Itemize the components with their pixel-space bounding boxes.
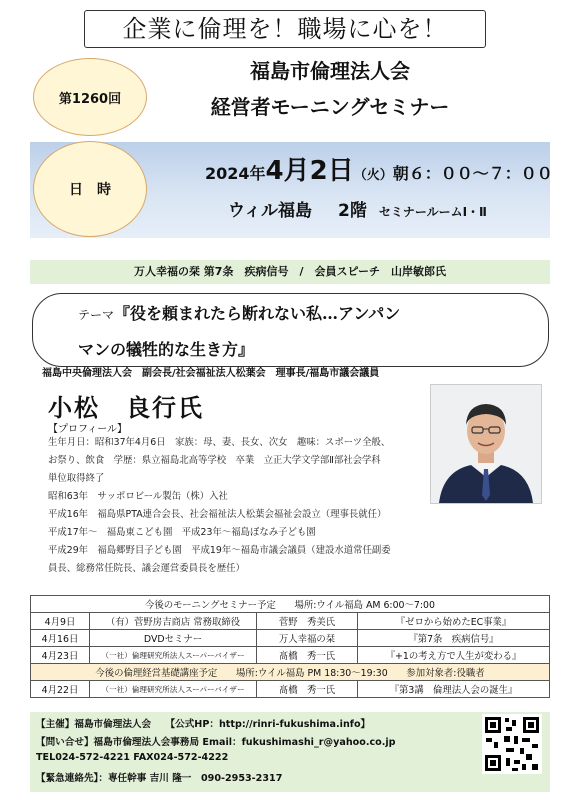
speaker-portrait-icon (431, 385, 541, 503)
schedule-company: DVDセミナー (90, 630, 257, 647)
schedule-title: 『ゼロから始めたEC事業』 (358, 613, 550, 630)
schedule-company: （一社）倫理研究所法人スーパーバイザー (90, 647, 257, 664)
theme-label: テーマ (78, 308, 115, 322)
venue-name: ウィル福島 (228, 201, 312, 221)
date-year: 2024年 (205, 164, 266, 183)
footer-contact: 【問い合せ】福島市倫理法人会事務局 Email：fukushimashi_r@yahoo.co.jp (36, 737, 396, 748)
profile-line: 平成16年 福島県PTA連合会長、社会福祉法人松葉会福祉会設立（理事長就任） (48, 509, 387, 520)
schedule-date: 4月9日 (31, 613, 90, 630)
schedule-company: （一社）倫理研究所法人スーパーバイザー (90, 681, 257, 698)
table-row (31, 681, 550, 698)
speech-bar: 万人幸福の栞 第7条 疾病信号 / 会員スピーチ 山岸敏郎氏 (30, 260, 550, 284)
datetime-badge (33, 141, 147, 237)
schedule-date: 4月16日 (31, 630, 90, 647)
schedule-speaker: 万人幸福の栞 (257, 630, 358, 647)
schedule-title: 『+1の考え方で人生が変わる』 (358, 647, 550, 664)
schedule-speaker: 菅野 秀美氏 (257, 613, 358, 630)
schedule-speaker: 髙橋 秀一氏 (257, 681, 358, 698)
footer-emergency: 【緊急連絡先】：専任幹事 吉川 隆一 090-2953-2317 (36, 773, 283, 784)
profile-line: 単位取得終了 (48, 473, 105, 484)
schedule-speaker: 髙橋 秀一氏 (257, 647, 358, 664)
schedule-header-morning: 今後のモーニングセミナー予定 場所:ウイル福島 AM 6:00〜7:00 (31, 596, 550, 613)
schedule-date: 4月23日 (31, 647, 90, 664)
profile-line: 生年月日：昭和37年4月6日 家族：母、妻、長女、次女 趣味：スポーツ全般、 (48, 437, 391, 448)
speaker-photo (430, 384, 542, 504)
venue-floor: 2階 (337, 201, 367, 221)
qr-code-icon (482, 714, 542, 774)
schedule-table (30, 595, 550, 698)
table-row (31, 647, 550, 664)
date-monthday: 4月2日 (265, 156, 354, 186)
theme-line-1 (78, 301, 538, 324)
venue-room: セミナールームⅠ・Ⅱ (378, 205, 487, 219)
table-row (31, 630, 550, 647)
table-row (31, 613, 550, 630)
profile-line: 昭和63年 サッポロビール製缶（株）入社 (48, 491, 228, 502)
schedule-header-course: 今後の倫理経営基礎講座予定 場所:ウイル福島 PM 18:30〜19:30 参加対象者:役職者 (31, 664, 550, 681)
profile-line: お祭り、飲食 学歴：県立福島北高等学校 卒業 立正大学文学部Ⅱ部社会学科 (48, 455, 381, 466)
date-time: 朝６：００〜７：００ (392, 164, 553, 183)
profile-label: 【プロフィール】 (48, 424, 127, 435)
theme-text-1: 『役を頼まれたら断れない私…アンパン (114, 304, 401, 323)
org-title: 福島市倫理法人会 (250, 59, 410, 83)
event-venue (228, 196, 558, 221)
qr-code[interactable] (482, 714, 542, 774)
speaker-name: 小松 良行氏 (48, 393, 204, 422)
event-date (205, 150, 555, 187)
profile-line: 平成17年〜 福島東こども園 平成23年〜福島ぼなみ子ども園 (48, 527, 316, 538)
seminar-title: 経営者モーニングセミナー (210, 95, 450, 119)
edition-badge (33, 58, 147, 136)
profile-line: 平成29年 福島郷野目子ども園 平成19年〜福島市議会議員（建設水道常任副委 (48, 545, 391, 556)
schedule-title: 『第7条 疾病信号』 (358, 630, 550, 647)
datetime-label: 日 時 (69, 182, 111, 198)
footer-host: 【主催】福島市倫理法人会 【公式HP：http://rinri-fukushima.info】 (36, 719, 371, 730)
schedule-company: （有）菅野房吉商店 常務取締役 (90, 613, 257, 630)
profile-line: 員長、総務常任院長、議会運営委員長を歴任） (48, 563, 245, 574)
speaker-affiliation: 福島中央倫理法人会 副会長/社会福祉法人松葉会 理事長/福島市議会議員 (42, 368, 380, 379)
edition-text: 第1260回 (58, 91, 122, 107)
schedule-date: 4月22日 (31, 681, 90, 698)
headline: 企業に倫理を！職場に心を！ (84, 10, 486, 48)
footer-tel: TEL024-572-4221 FAX024-572-4222 (36, 752, 229, 763)
date-weekday: （火） (353, 168, 393, 183)
theme-line-2: マンの犠牲的な生き方』 (78, 340, 255, 359)
schedule-title: 『第3講 倫理法人会の誕生』 (358, 681, 550, 698)
